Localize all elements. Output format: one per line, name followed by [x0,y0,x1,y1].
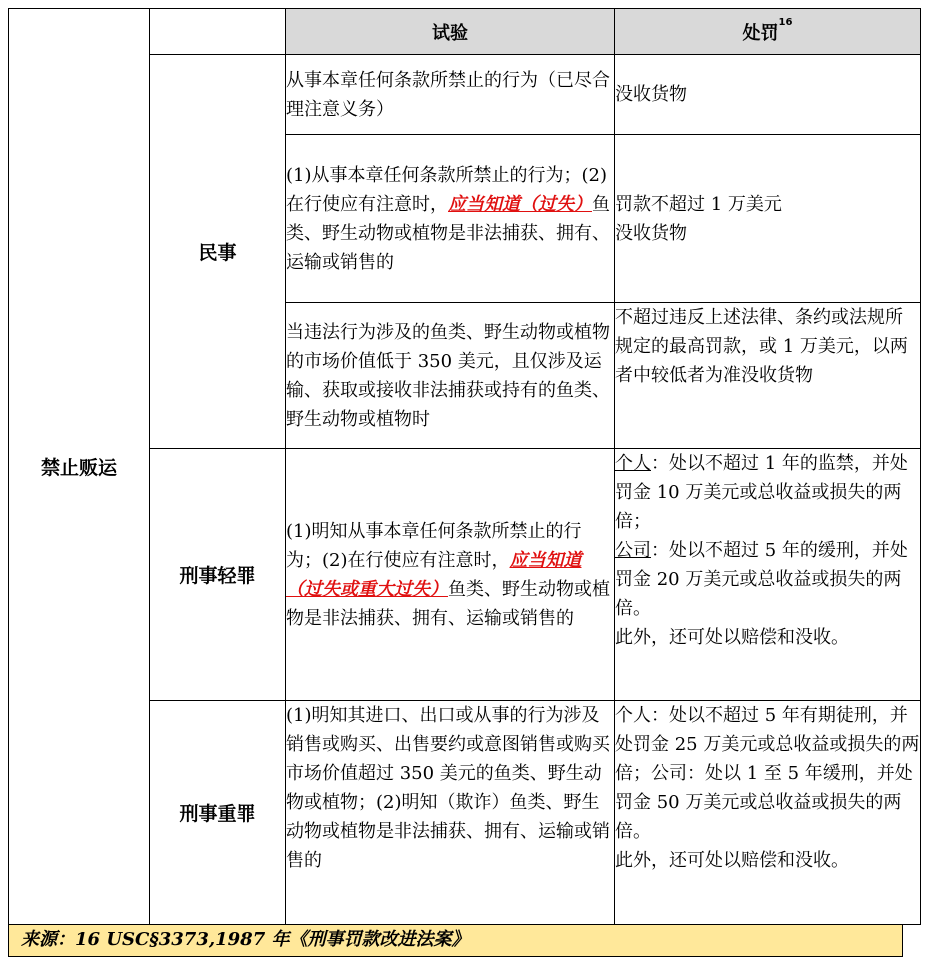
emphasis-gross-negligence: 应当知道（过失或重大过失） [286,549,582,600]
felony-test: (1)明知其进口、出口或从事的行为涉及销售或购买、出售要约或意图销售或购买市场价值超过 350 美元的鱼类、野生动物或植物；(2)明知（欺诈）鱼类、野生动物或植物是非法捕获、拥有、运输或销售的 [286,701,615,925]
emphasis-negligence: 应当知道（过失） [448,193,592,215]
felony-penalty: 个人：处以不超过 5 年有期徒刑，并处罚金 25 万美元或总收益或损失的两倍；公司：处以 1 至 5 年缓刑，并处罚金 50 万美元或总收益或损失的两倍。 此外，还可处以赔偿和没收。 [615,701,921,925]
header-row [9,9,921,55]
header-corner [150,9,286,55]
misdemeanor-test: (1)明知从事本章任何条款所禁止的行为；(2)在行使应有注意时，应当知道（过失或重大过失）鱼类、野生动物或植物是非法捕获、拥有、运输或销售的 [286,449,615,701]
group-civil: 民事 [150,55,286,449]
penalty-table [8,8,921,925]
civil-1-test: 从事本章任何条款所禁止的行为（已尽合理注意义务） [286,55,615,135]
civil-1-penalty: 没收货物 [615,55,921,135]
misdemeanor-penalty: 个人：处以不超过 1 年的监禁，并处罚金 10 万美元或总收益或损失的两倍； 公司：处以不超过 5 年的缓刑，并处罚金 20 万美元或总收益或损失的两倍。 此外，还可处以赔偿和没收。 [615,449,921,701]
civil-2-penalty: 罚款不超过 1 万美元 没收货物 [615,135,921,303]
main-category-cell [9,9,150,925]
source-note: 来源：16 USC§3373,1987 年《刑事罚款改进法案》 [8,925,903,957]
header-test: 试验 [286,9,615,55]
group-felony: 刑事重罪 [150,701,286,925]
main-category-label: 禁止贩运 [40,457,117,479]
header-penalty: 处罚$^{16}$ [615,9,921,55]
civil-3-penalty: 不超过违反上述法律、条约或法规所规定的最高罚款，或 1 万美元，以两者中较低者为准没收货物 [615,303,921,449]
footnote-ref: 16 [778,16,793,28]
group-misdemeanor: 刑事轻罪 [150,449,286,701]
civil-2-test: (1)从事本章任何条款所禁止的行为；(2)在行使应有注意时，应当知道（过失）鱼类、野生动物或植物是非法捕获、拥有、运输或销售的 [286,135,615,303]
civil-3-test: 当违法行为涉及的鱼类、野生动物或植物的市场价值低于 350 美元，且仅涉及运输、获取或接收非法捕获或持有的鱼类、野生动物或植物时 [286,303,615,449]
